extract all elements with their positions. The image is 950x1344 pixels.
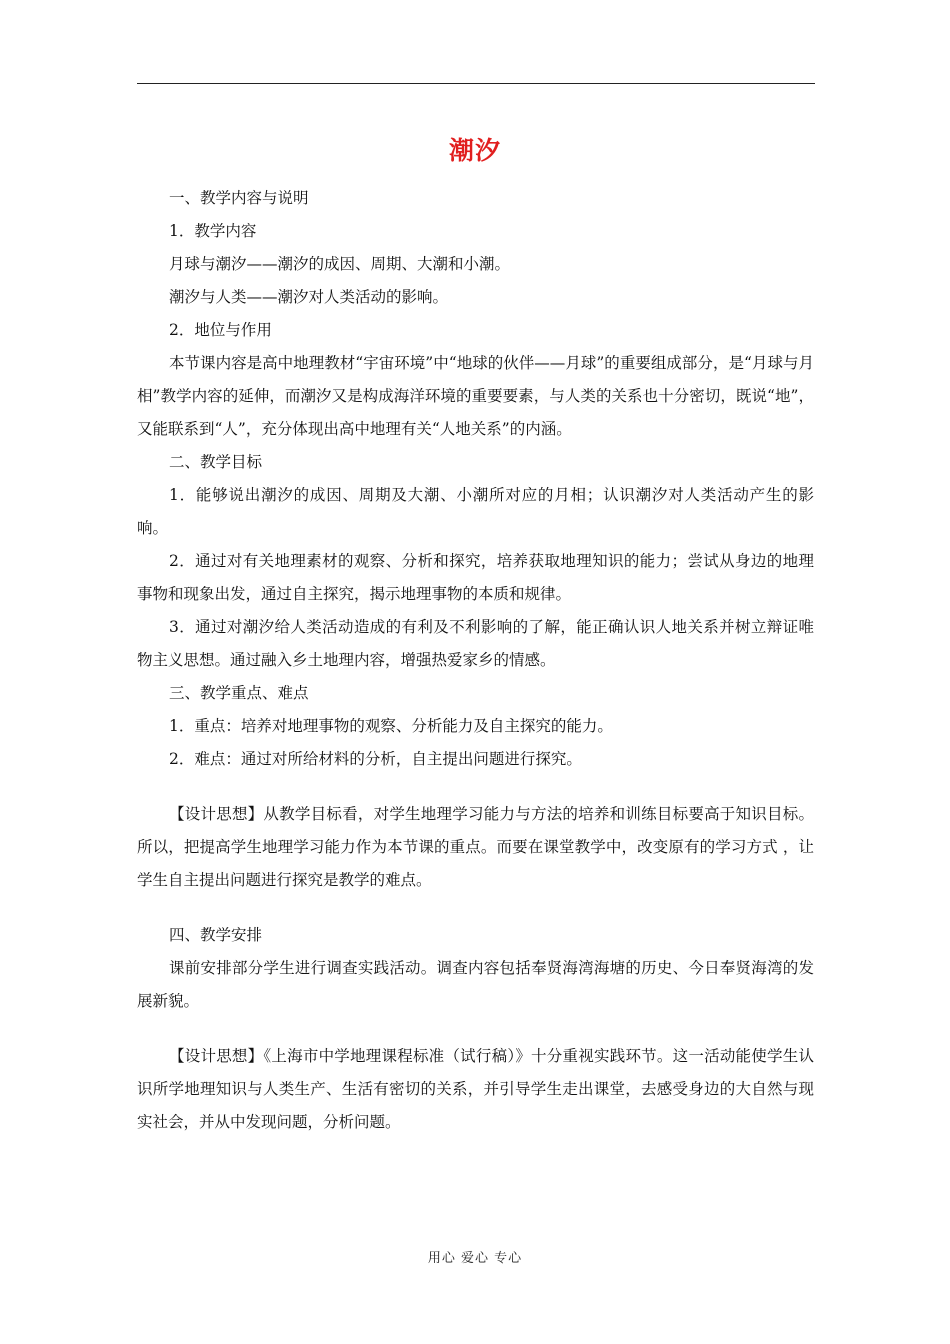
section-heading-3: 三、教学重点、难点 xyxy=(169,684,309,702)
header-rule xyxy=(137,83,815,84)
design-note: 【设计思想】《上海市中学地理课程标准（试行稿）》十分重视实践环节。这一活动能使学生认识所学地理知识与人类生产、生活有密切的关系，并引导学生走出课堂，去感受身边的大自然与现实社会，并从中发现问题，分析问题。 xyxy=(137,1047,814,1131)
spacer xyxy=(137,776,814,798)
paragraph: 月球与潮汐——潮汐的成因、周期、大潮和小潮。 xyxy=(169,255,511,273)
objective-item: 1．能够说出潮汐的成因、周期及大潮、小潮所对应的月相；认识潮汐对人类活动产生的影响。 xyxy=(137,486,814,537)
document-body xyxy=(137,182,814,1139)
paragraph: 潮汐与人类——潮汐对人类活动的影响。 xyxy=(169,288,449,306)
objective-item: 2．通过对有关地理素材的观察、分析和探究，培养获取地理知识的能力；尝试从身边的地理事物和现象出发，通过自主探究，揭示地理事物的本质和规律。 xyxy=(137,552,814,603)
key-point-item: 2．难点：通过对所给材料的分析，自主提出问题进行探究。 xyxy=(169,750,582,768)
paragraph: 本节课内容是高中地理教材“宇宙环境”中“地球的伙伴——月球”的重要组成部分，是“月球与月相”教学内容的延伸，而潮汐又是构成海洋环境的重要要素，与人类的关系也十分密切，既说“地”，又能联系到“人”，充分体现出高中地理有关“人地关系”的内涵。 xyxy=(137,354,814,438)
design-note: 【设计思想】从教学目标看，对学生地理学习能力与方法的培养和训练目标要高于知识目标。所以，把提高学生地理学习能力作为本节课的重点。而要在课堂教学中，改变原有的学习方式 ，让学生自主提出问题进行探究是教学的难点。 xyxy=(137,805,814,889)
spacer xyxy=(137,1018,814,1040)
section-heading-2: 二、教学目标 xyxy=(169,453,263,471)
page-footer: 用心 爱心 专心 xyxy=(427,1251,523,1266)
objective-item: 3．通过对潮汐给人类活动造成的有利及不利影响的了解，能正确认识人地关系并树立辩证唯物主义思想。通过融入乡土地理内容，增强热爱家乡的情感。 xyxy=(137,618,814,669)
paragraph: 课前安排部分学生进行调查实践活动。调查内容包括奉贤海湾海塘的历史、今日奉贤海湾的发展新貌。 xyxy=(137,959,814,1010)
spacer xyxy=(137,897,814,919)
subheading-role: 2．地位与作用 xyxy=(169,321,272,339)
subheading-teaching-content: 1．教学内容 xyxy=(169,222,257,240)
key-point-item: 1．重点：培养对地理事物的观察、分析能力及自主探究的能力。 xyxy=(169,717,613,735)
section-heading-1: 一、教学内容与说明 xyxy=(169,189,309,207)
section-heading-4: 四、教学安排 xyxy=(169,926,263,944)
page-title: 潮汐 xyxy=(448,136,501,165)
